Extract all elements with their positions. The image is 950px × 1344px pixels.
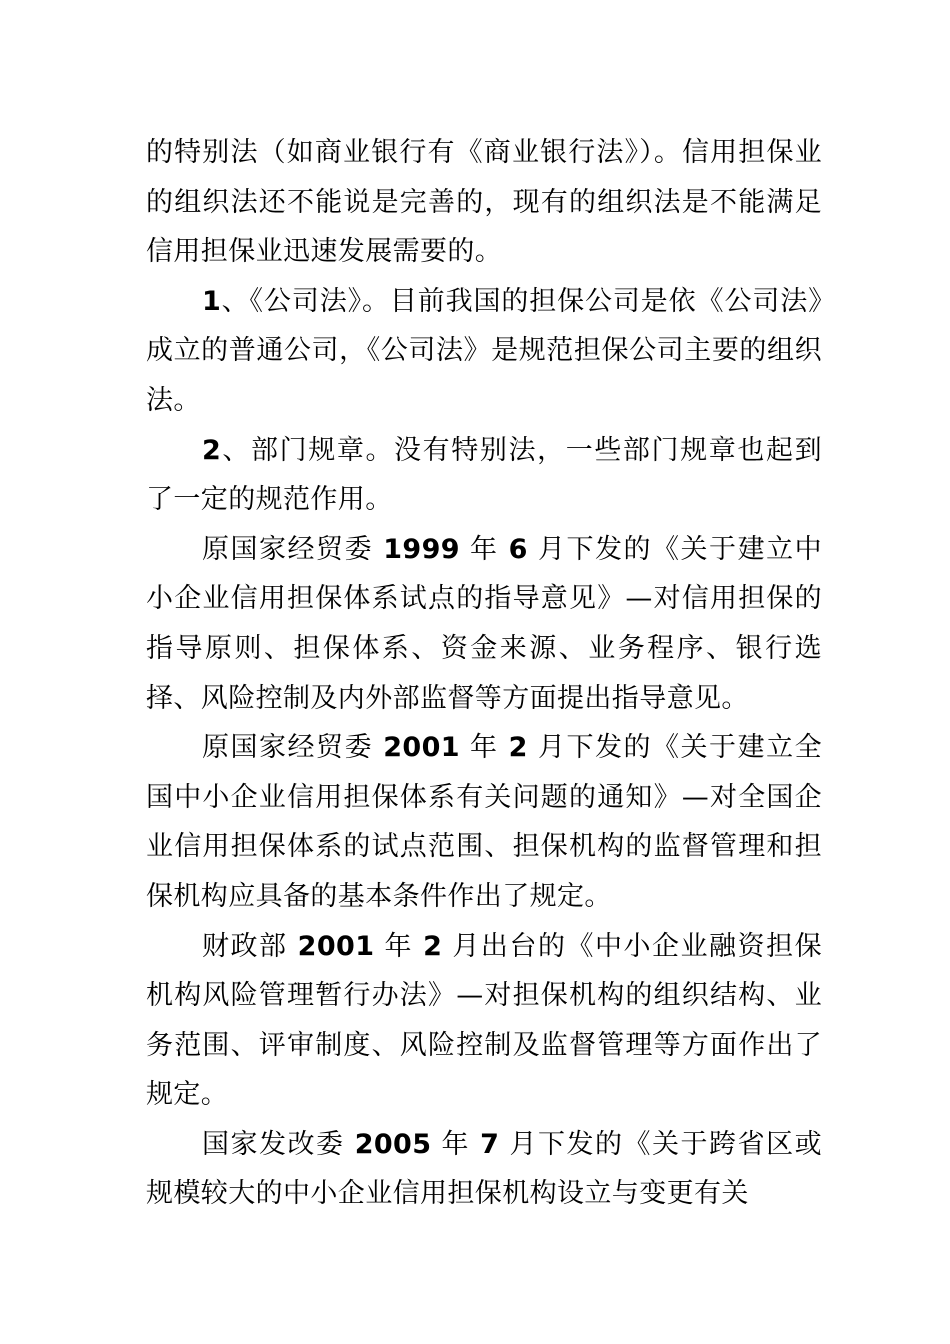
paragraph-7: [146, 1120, 822, 1219]
paragraph-text: 年: [374, 930, 424, 962]
paragraph-text: 国家发改委: [202, 1128, 355, 1160]
month-number: 2: [508, 732, 528, 764]
paragraph-text: 的特别法（如商业银行有《商业银行法》）。信用担保业的组织法还不能说是完善的，现有的组织法是不能满足信用担保业迅速发展需要的。: [146, 137, 822, 268]
paragraph-1: [146, 128, 822, 277]
year-number: 2005: [354, 1128, 432, 1160]
paragraph-3: [146, 426, 822, 525]
paragraph-text: 月出台的《中小企业融资担保机构风险管理暂行办法》—对担保机构的组织结构、业务范围、评审制度、风险控制及监督管理等方面作出了规定。: [146, 930, 822, 1111]
paragraph-text: 、《公司法》。目前我国的担保公司是依《公司法》成立的普通公司，《公司法》是规范担保公司主要的组织法。: [146, 285, 822, 416]
paragraph-text: 年: [431, 1128, 481, 1160]
month-number: 7: [480, 1128, 500, 1160]
paragraph-text: 财政部: [202, 930, 298, 962]
paragraph-text: 月下发的《关于建立全国中小企业信用担保体系有关问题的通知》—对全国企业信用担保体系的试点范围、担保机构的监督管理和担保机构应具备的基本条件作出了规定。: [146, 732, 822, 912]
paragraph-text: 原国家经贸委: [202, 533, 384, 565]
paragraph-5: [146, 723, 822, 921]
paragraph-text: 年: [459, 533, 509, 565]
month-number: 2: [423, 930, 443, 962]
paragraph-text: 年: [459, 732, 509, 764]
month-number: 6: [508, 533, 528, 565]
paragraph-6: [146, 922, 822, 1120]
paragraph-2: [146, 277, 822, 426]
list-number: 2: [202, 434, 222, 466]
year-number: 1999: [383, 533, 460, 565]
paragraph-text: 、部门规章。没有特别法，一些部门规章也起到了一定的规范作用。: [146, 434, 822, 516]
year-number: 2001: [383, 732, 460, 764]
paragraph-4: [146, 525, 822, 723]
paragraph-text: 月下发的《关于跨省区或规模较大的中小企业信用担保机构设立与变更有关: [146, 1128, 822, 1210]
document-page: [146, 128, 822, 1219]
list-number: 1: [202, 285, 222, 317]
year-number: 2001: [297, 930, 375, 962]
paragraph-text: 原国家经贸委: [202, 732, 384, 764]
paragraph-text: 月下发的《关于建立中小企业信用担保体系试点的指导意见》—对信用担保的指导原则、担保体系、资金来源、业务程序、银行选择、风险控制及内外部监督等方面提出指导意见。: [146, 533, 822, 714]
